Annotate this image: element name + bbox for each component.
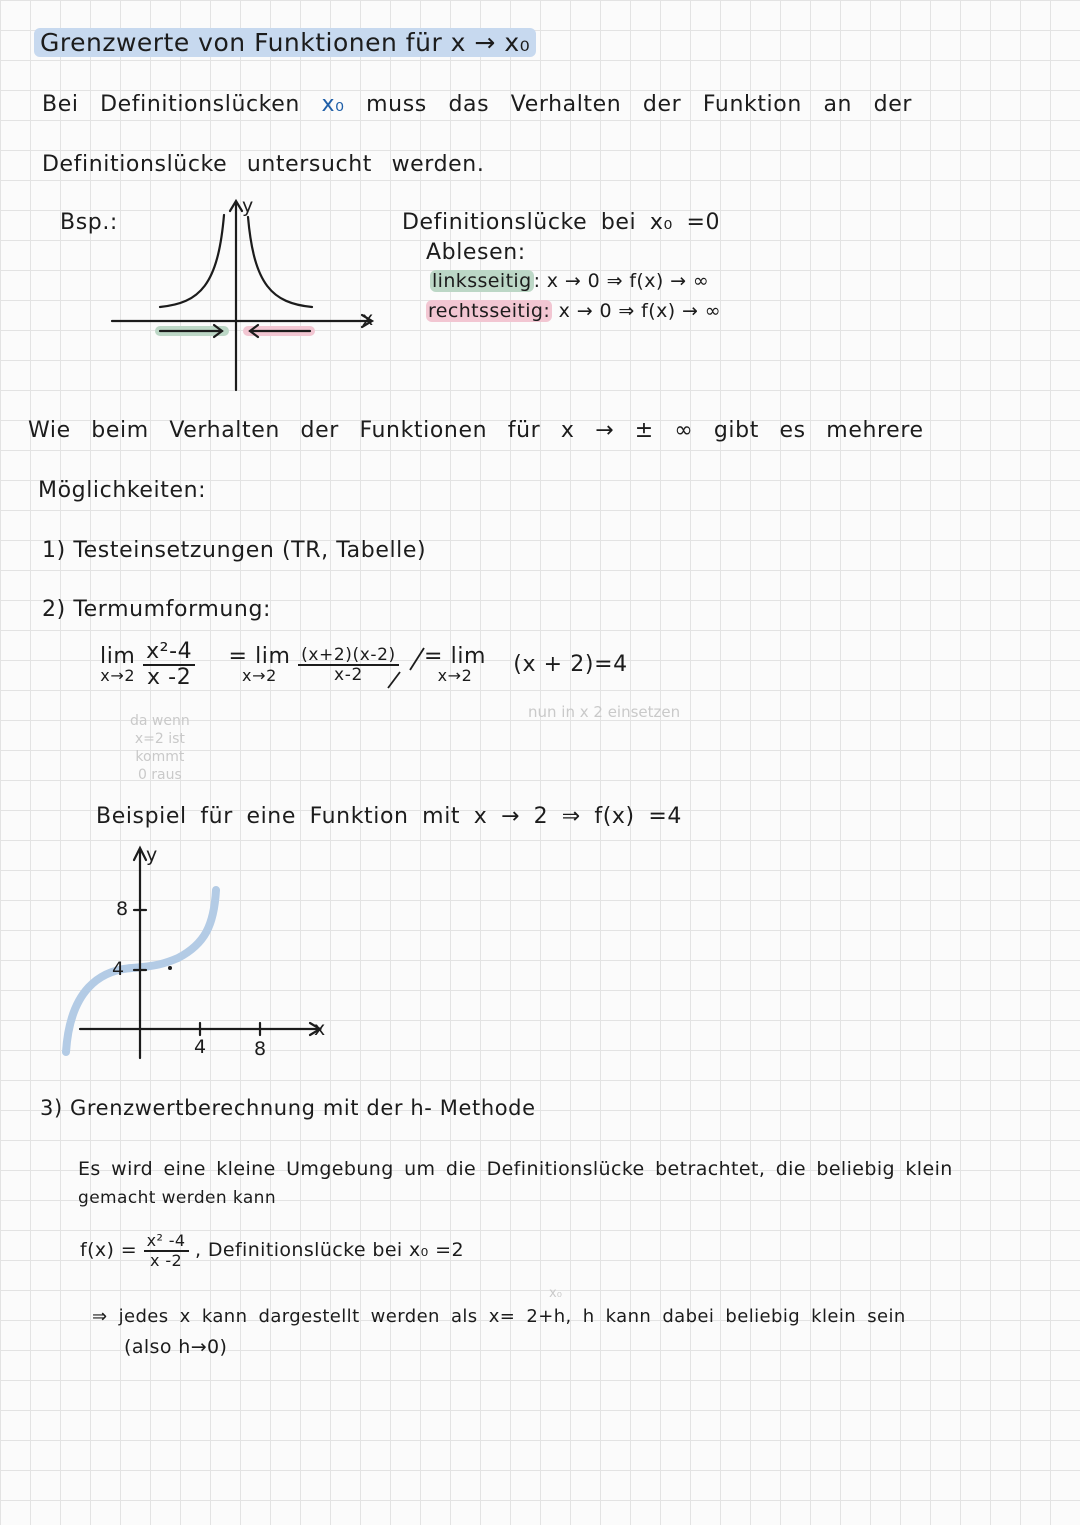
- page-title: Grenzwerte von Funktionen für x → x₀: [34, 28, 536, 57]
- axis-x-label: x: [362, 308, 374, 330]
- fraction-2: $\frac{(x+2)(x-2)}{x-2}$: [298, 646, 399, 685]
- y-tick-8: 8: [116, 898, 129, 920]
- method-2-heading: 2) Termumformung:: [42, 597, 272, 622]
- method-3-text-2: gemacht werden kann: [78, 1188, 277, 1208]
- x0-annotation: x₀: [549, 1286, 562, 1301]
- gap-statement: Definitionslücke bei x₀ =0: [402, 210, 721, 235]
- limit-result: (x + 2)=4: [513, 652, 628, 678]
- function-fraction: $\frac{\text{x² -4}}{x -2}$: [144, 1232, 189, 1269]
- right-limit: rechtsseitig: x → 0 ⇒ f(x) → ∞: [428, 300, 721, 322]
- function-definition: f(x) = $\frac{\text{x² -4}}{x -2}$ , Definitionslücke bei x₀ =2: [80, 1231, 464, 1270]
- x-tick-4: 4: [194, 1036, 207, 1058]
- limit-1: lim x→2: [100, 644, 136, 686]
- limit-2: = lim x→2: [228, 644, 291, 686]
- limit-3: = lim x→2: [423, 644, 487, 686]
- conclusion-line-1: ⇒ jedes x kann dargestellt werden als x= 2+h, h kann dabei beliebig klein sein: [92, 1306, 906, 1327]
- y-tick-4: 4: [112, 958, 125, 980]
- cancel-strokes: [380, 642, 440, 692]
- intro-possibilities: Wie beim Verhalten der Funktionen für x → ± ∞ gibt es mehrere: [28, 418, 924, 443]
- method-1: 1) Testeinsetzungen (TR, Tabelle): [42, 538, 427, 563]
- intro-line-1: Bei Definitionslücken x₀ muss das Verhalten der Funktion an der: [42, 92, 913, 117]
- possibilities-label: Möglichkeiten:: [38, 478, 207, 503]
- x-tick-8: 8: [254, 1038, 267, 1060]
- method-3-heading: 3) Grenzwertberechnung mit der h- Methode: [40, 1096, 536, 1120]
- axis-x-label-2: x: [314, 1018, 326, 1040]
- hyperbola-graph: [100, 195, 390, 395]
- method-3-text-1: Es wird eine kleine Umgebung um die Definitionslücke betrachtet, die beliebig klein: [78, 1158, 953, 1180]
- example-2-heading: Beispiel für eine Funktion mit x → 2 ⇒ f(x) =4: [96, 804, 682, 829]
- intro-line-2: Definitionslücke untersucht werden.: [42, 152, 485, 177]
- example-label: Bsp.:: [60, 210, 118, 235]
- fraction-1: $\frac{\text{x²-4}}{x -2}$: [143, 640, 195, 690]
- note-substitute: nun in x 2 einsetzen: [528, 703, 681, 721]
- left-limit: linksseitig : x → 0 ⇒ f(x) → ∞: [432, 270, 710, 292]
- ablesen-label: Ablesen:: [426, 240, 526, 265]
- axis-y-label-2: y: [146, 844, 158, 866]
- axis-y-label: y: [242, 195, 254, 217]
- conclusion-line-2: (also h→0): [124, 1336, 228, 1358]
- note-zero-denominator: da wenn x=2 ist kommt 0 raus: [130, 713, 190, 783]
- termumformung-equation: [100, 640, 628, 690]
- x0-symbol: x₀: [321, 92, 345, 117]
